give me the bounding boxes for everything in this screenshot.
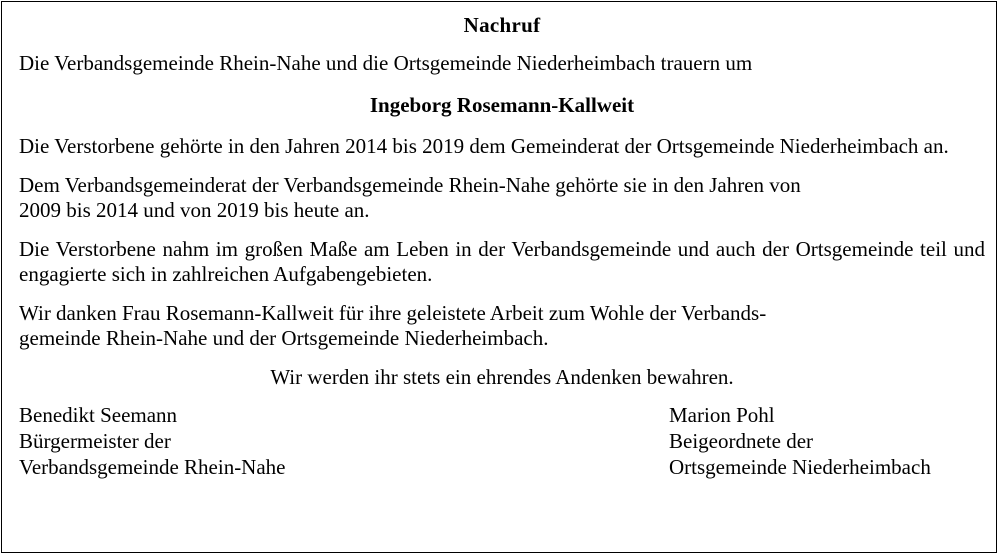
signatory-left — [19, 402, 286, 480]
signatory-organization: Verbandsgemeinde Rhein-Nahe — [19, 455, 286, 479]
paragraph-engagement: Die Verstorbene nahm im großen Maße am Leben in der Verbandsgemeinde und auch der Ortsgemeinde teil und engagierte sich in zahlreichen Aufgabengebieten. — [19, 237, 985, 286]
signatory-right — [669, 402, 931, 480]
notice-title: Nachruf — [463, 13, 541, 37]
closing-sentence: Wir werden ihr stets ein ehrendes Andenken bewahren. — [270, 365, 734, 389]
signatory-name: Benedikt Seemann — [19, 403, 178, 427]
paragraph-thanks-line-1: Wir danken Frau Rosemann-Kallweit für ihre geleistete Arbeit zum Wohle der Verbands- — [19, 301, 767, 325]
signature-block — [19, 402, 985, 482]
obituary-notice-frame — [1, 1, 997, 553]
paragraph-association-council-line-2: 2009 bis 2014 und von 2019 bis heute an. — [19, 198, 370, 222]
paragraph-association-council — [19, 173, 985, 223]
paragraph-thanks — [19, 301, 985, 351]
notice-intro: Die Verbandsgemeinde Rhein-Nahe und die Ortsgemeinde Niederheimbach trauern um — [19, 51, 753, 75]
paragraph-municipal-council: Die Verstorbene gehörte in den Jahren 2014 bis 2019 dem Gemeinderat der Ortsgemeinde Niederheimbach an. — [19, 134, 949, 158]
obituary-content — [19, 12, 985, 482]
paragraph-association-council-line-1: Dem Verbandsgemeinderat der Verbandsgemeinde Rhein-Nahe gehörte sie in den Jahren von — [19, 173, 801, 197]
signatory-role: Bürgermeister der — [19, 429, 171, 453]
signatory-name: Marion Pohl — [669, 403, 775, 427]
deceased-name: Ingeborg Rosemann-Kallweit — [369, 93, 635, 117]
signatory-role: Beigeordnete der — [669, 429, 814, 453]
signatory-organization: Ortsgemeinde Niederheimbach — [669, 455, 931, 479]
paragraph-thanks-line-2: gemeinde Rhein-Nahe und der Ortsgemeinde Niederheimbach. — [19, 326, 549, 350]
